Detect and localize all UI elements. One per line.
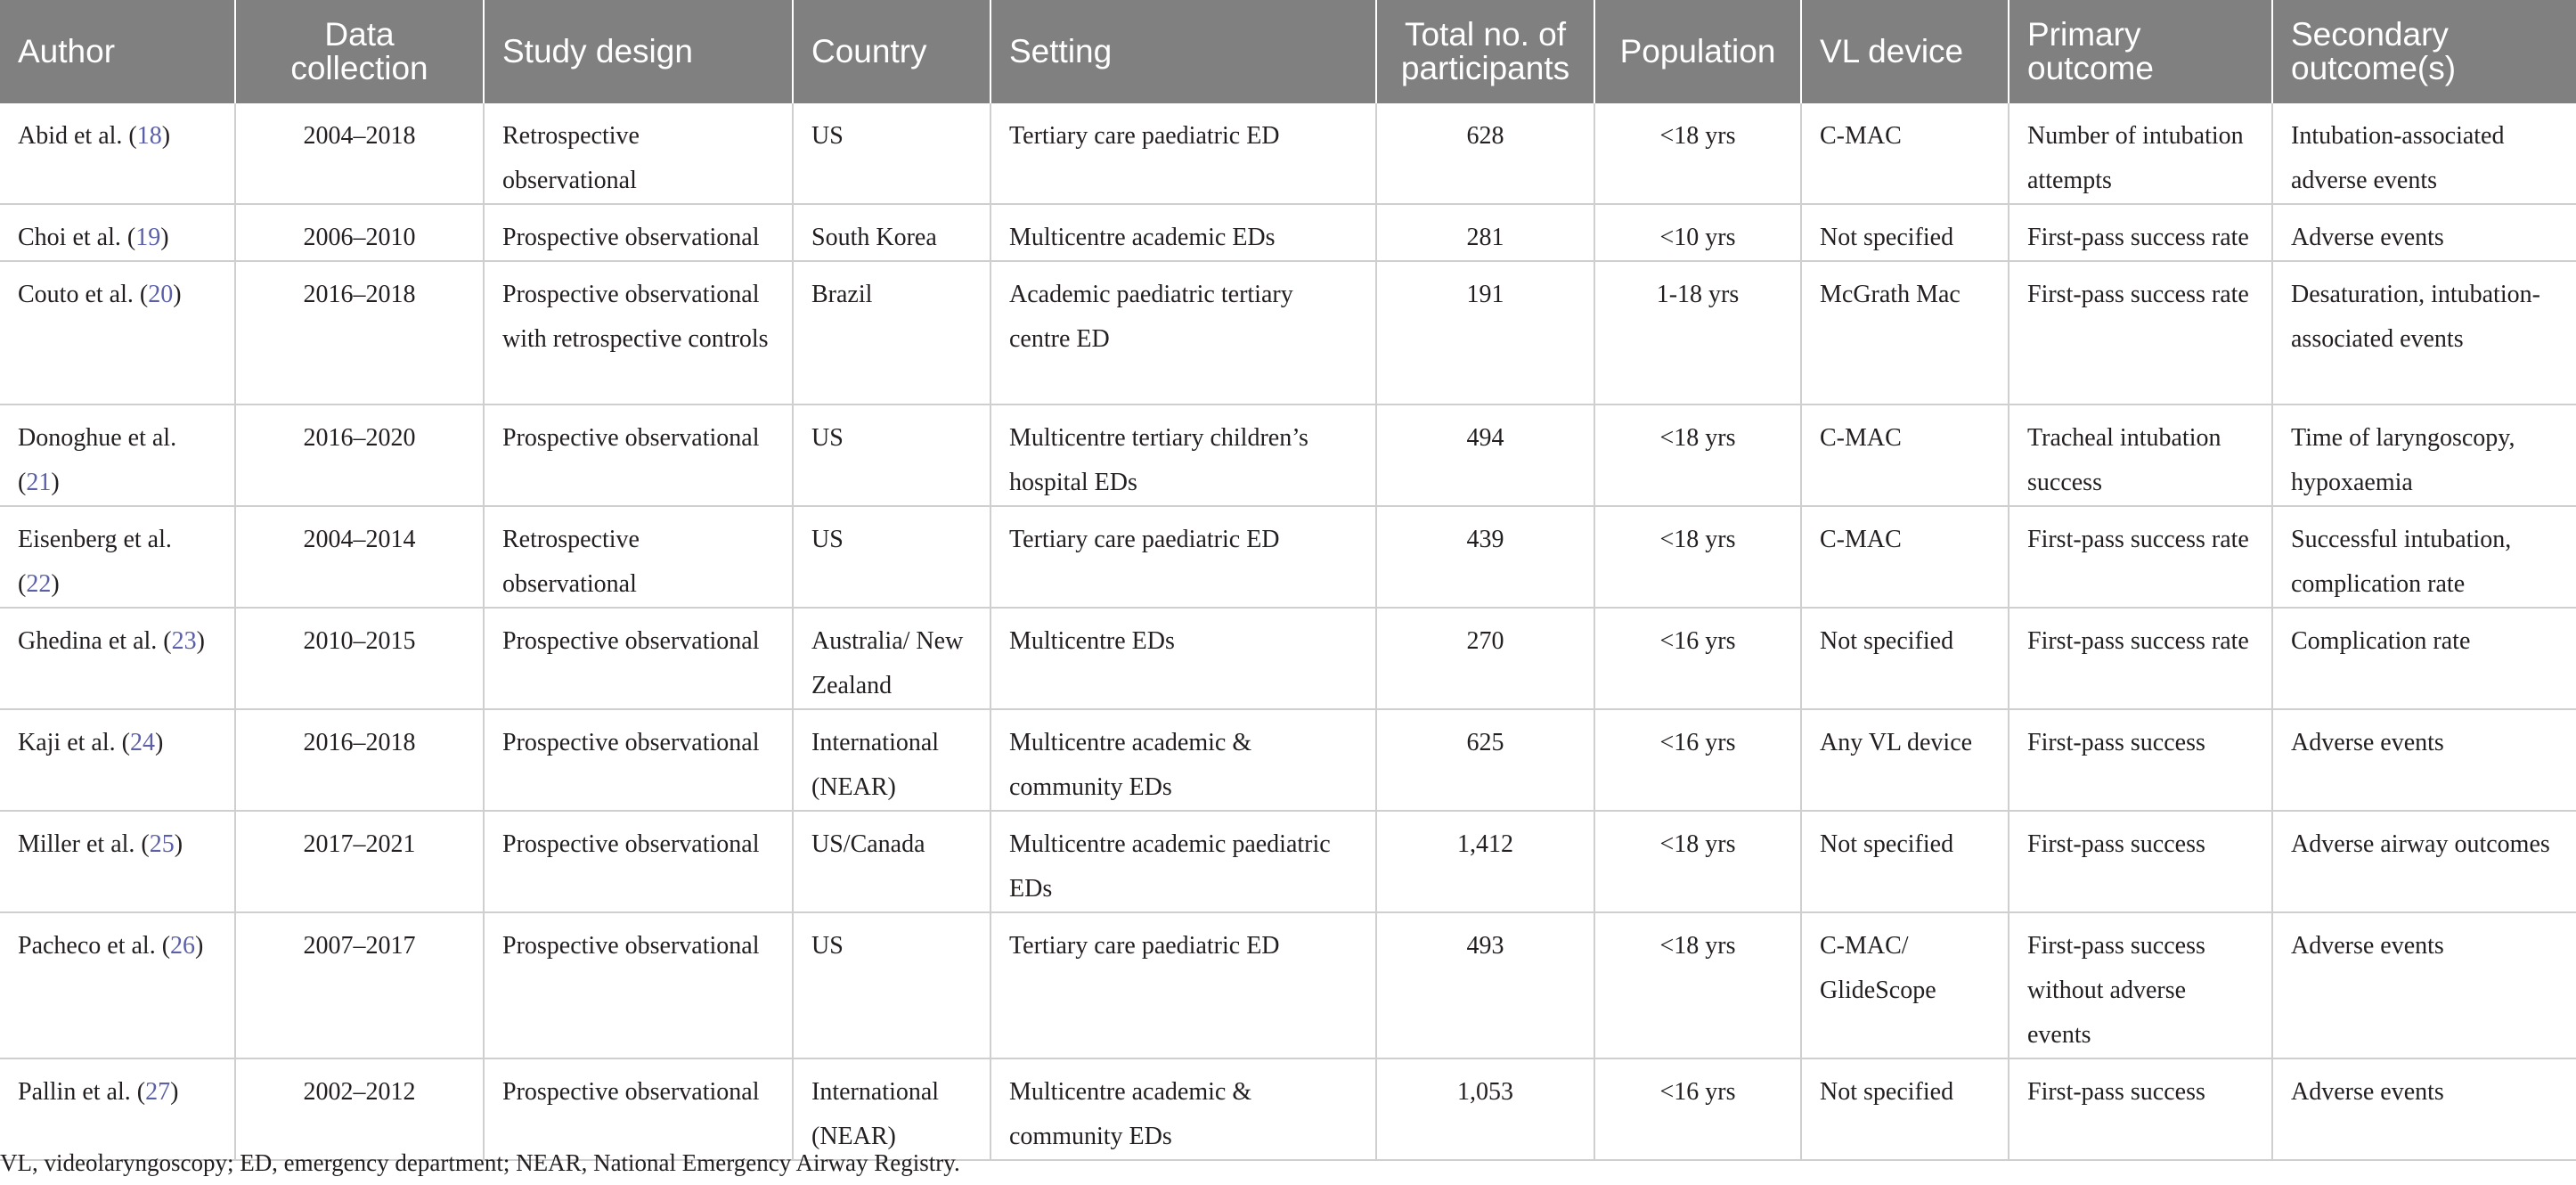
- study-design-cell: Prospective observational: [484, 204, 793, 261]
- primary-outcome-cell: First-pass success rate: [2009, 204, 2272, 261]
- column-header-secondary-outcomes: Secondary outcome(s): [2272, 0, 2576, 103]
- vl-device-cell: Any VL device: [1801, 709, 2009, 811]
- population-cell: 1-18 yrs: [1594, 261, 1801, 405]
- population-cell: <10 yrs: [1594, 204, 1801, 261]
- total-participants-cell: 270: [1376, 608, 1594, 709]
- total-participants-cell: 494: [1376, 405, 1594, 506]
- author-cell: Couto et al. (20): [0, 261, 235, 405]
- author-cell: Abid et al. (18): [0, 103, 235, 204]
- table-row: [0, 405, 2576, 506]
- vl-device-cell: Not specified: [1801, 608, 2009, 709]
- table-row: [0, 709, 2576, 811]
- setting-cell: Tertiary care paediatric ED: [990, 103, 1376, 204]
- country-cell: US: [793, 912, 990, 1058]
- study-design-cell: Retrospective observational: [484, 506, 793, 608]
- vl-device-cell: C-MAC/ GlideScope: [1801, 912, 2009, 1058]
- table-header-row: [0, 0, 2576, 103]
- total-participants-cell: 1,053: [1376, 1058, 1594, 1160]
- country-cell: US: [793, 103, 990, 204]
- secondary-outcome-cell: Adverse airway outcomes: [2272, 811, 2576, 912]
- author-cell: Donoghue et al. (21): [0, 405, 235, 506]
- secondary-outcome-cell: Time of laryngoscopy, hypoxaemia: [2272, 405, 2576, 506]
- column-header-vl-device: VL device: [1801, 0, 2009, 103]
- total-participants-cell: 493: [1376, 912, 1594, 1058]
- study-design-cell: Prospective observational with retrospective controls: [484, 261, 793, 405]
- country-cell: US: [793, 405, 990, 506]
- total-participants-cell: 1,412: [1376, 811, 1594, 912]
- data-collection-cell: 2010–2015: [235, 608, 484, 709]
- author-cell: Eisenberg et al. (22): [0, 506, 235, 608]
- column-header-author: Author: [0, 0, 235, 103]
- table-row: [0, 103, 2576, 204]
- table-row: [0, 204, 2576, 261]
- vl-device-cell: C-MAC: [1801, 506, 2009, 608]
- reference-link[interactable]: 24: [129, 729, 155, 756]
- vl-device-cell: C-MAC: [1801, 405, 2009, 506]
- reference-link[interactable]: 26: [170, 932, 196, 960]
- data-collection-cell: 2007–2017: [235, 912, 484, 1058]
- total-participants-cell: 628: [1376, 103, 1594, 204]
- data-collection-cell: 2002–2012: [235, 1058, 484, 1160]
- primary-outcome-cell: Tracheal intubation success: [2009, 405, 2272, 506]
- secondary-outcome-cell: Adverse events: [2272, 1058, 2576, 1160]
- secondary-outcome-cell: Adverse events: [2272, 912, 2576, 1058]
- primary-outcome-cell: Number of intubation attempts: [2009, 103, 2272, 204]
- population-cell: <18 yrs: [1594, 405, 1801, 506]
- study-design-cell: Prospective observational: [484, 1058, 793, 1160]
- total-participants-cell: 625: [1376, 709, 1594, 811]
- reference-link[interactable]: 25: [149, 830, 175, 858]
- population-cell: <16 yrs: [1594, 1058, 1801, 1160]
- country-cell: Australia/ New Zealand: [793, 608, 990, 709]
- data-collection-cell: 2016–2018: [235, 709, 484, 811]
- reference-link[interactable]: 18: [136, 122, 162, 150]
- secondary-outcome-cell: Successful intubation, complication rate: [2272, 506, 2576, 608]
- author-cell: Choi et al. (19): [0, 204, 235, 261]
- table-row: [0, 261, 2576, 405]
- column-header-setting: Setting: [990, 0, 1376, 103]
- total-participants-cell: 439: [1376, 506, 1594, 608]
- column-header-country: Country: [793, 0, 990, 103]
- country-cell: International (NEAR): [793, 709, 990, 811]
- reference-link[interactable]: 23: [171, 627, 197, 655]
- table-row: [0, 1058, 2576, 1160]
- secondary-outcome-cell: Adverse events: [2272, 204, 2576, 261]
- country-cell: US/Canada: [793, 811, 990, 912]
- reference-link[interactable]: 22: [26, 570, 52, 598]
- author-cell: Ghedina et al. (23): [0, 608, 235, 709]
- population-cell: <16 yrs: [1594, 608, 1801, 709]
- table-row: [0, 912, 2576, 1058]
- setting-cell: Multicentre academic EDs: [990, 204, 1376, 261]
- vl-device-cell: C-MAC: [1801, 103, 2009, 204]
- vl-device-cell: Not specified: [1801, 204, 2009, 261]
- reference-link[interactable]: 20: [148, 281, 174, 308]
- author-cell: Miller et al. (25): [0, 811, 235, 912]
- reference-link[interactable]: 19: [135, 224, 161, 251]
- study-design-cell: Prospective observational: [484, 608, 793, 709]
- study-design-cell: Prospective observational: [484, 912, 793, 1058]
- study-design-cell: Prospective observational: [484, 405, 793, 506]
- study-design-cell: Retrospective observational: [484, 103, 793, 204]
- column-header-data-collection: Data collection: [235, 0, 484, 103]
- primary-outcome-cell: First-pass success rate: [2009, 261, 2272, 405]
- primary-outcome-cell: First-pass success: [2009, 1058, 2272, 1160]
- author-cell: Pallin et al. (27): [0, 1058, 235, 1160]
- setting-cell: Multicentre EDs: [990, 608, 1376, 709]
- author-cell: Kaji et al. (24): [0, 709, 235, 811]
- vl-device-cell: Not specified: [1801, 811, 2009, 912]
- secondary-outcome-cell: Adverse events: [2272, 709, 2576, 811]
- country-cell: International (NEAR): [793, 1058, 990, 1160]
- primary-outcome-cell: First-pass success: [2009, 811, 2272, 912]
- author-cell: Pacheco et al. (26): [0, 912, 235, 1058]
- data-collection-cell: 2017–2021: [235, 811, 484, 912]
- data-collection-cell: 2016–2020: [235, 405, 484, 506]
- setting-cell: Multicentre tertiary children’s hospital EDs: [990, 405, 1376, 506]
- setting-cell: Multicentre academic & community EDs: [990, 1058, 1376, 1160]
- total-participants-cell: 281: [1376, 204, 1594, 261]
- primary-outcome-cell: First-pass success rate: [2009, 608, 2272, 709]
- population-cell: <16 yrs: [1594, 709, 1801, 811]
- secondary-outcome-cell: Desaturation, intubation-associated events: [2272, 261, 2576, 405]
- setting-cell: Multicentre academic paediatric EDs: [990, 811, 1376, 912]
- data-collection-cell: 2006–2010: [235, 204, 484, 261]
- setting-cell: Multicentre academic & community EDs: [990, 709, 1376, 811]
- table-row: [0, 506, 2576, 608]
- setting-cell: Tertiary care paediatric ED: [990, 506, 1376, 608]
- study-design-cell: Prospective observational: [484, 811, 793, 912]
- primary-outcome-cell: First-pass success rate: [2009, 506, 2272, 608]
- column-header-primary-outcome: Primary outcome: [2009, 0, 2272, 103]
- reference-link[interactable]: 21: [26, 469, 52, 496]
- total-participants-cell: 191: [1376, 261, 1594, 405]
- column-header-population: Population: [1594, 0, 1801, 103]
- country-cell: South Korea: [793, 204, 990, 261]
- vl-device-cell: McGrath Mac: [1801, 261, 2009, 405]
- secondary-outcome-cell: Intubation-associated adverse events: [2272, 103, 2576, 204]
- setting-cell: Tertiary care paediatric ED: [990, 912, 1376, 1058]
- column-header-study-design: Study design: [484, 0, 793, 103]
- column-header-total-participants: Total no. of participants: [1376, 0, 1594, 103]
- primary-outcome-cell: First-pass success without adverse events: [2009, 912, 2272, 1058]
- population-cell: <18 yrs: [1594, 506, 1801, 608]
- country-cell: US: [793, 506, 990, 608]
- population-cell: <18 yrs: [1594, 912, 1801, 1058]
- country-cell: Brazil: [793, 261, 990, 405]
- table-row: [0, 811, 2576, 912]
- table-footnote: VL, videolaryngoscopy; ED, emergency department; NEAR, National Emergency Airway Registry.: [0, 1149, 960, 1176]
- data-collection-cell: 2016–2018: [235, 261, 484, 405]
- data-collection-cell: 2004–2018: [235, 103, 484, 204]
- table-row: [0, 608, 2576, 709]
- data-collection-cell: 2004–2014: [235, 506, 484, 608]
- secondary-outcome-cell: Complication rate: [2272, 608, 2576, 709]
- vl-device-cell: Not specified: [1801, 1058, 2009, 1160]
- primary-outcome-cell: First-pass success: [2009, 709, 2272, 811]
- setting-cell: Academic paediatric tertiary centre ED: [990, 261, 1376, 405]
- population-cell: <18 yrs: [1594, 103, 1801, 204]
- population-cell: <18 yrs: [1594, 811, 1801, 912]
- reference-link[interactable]: 27: [145, 1078, 171, 1106]
- study-design-cell: Prospective observational: [484, 709, 793, 811]
